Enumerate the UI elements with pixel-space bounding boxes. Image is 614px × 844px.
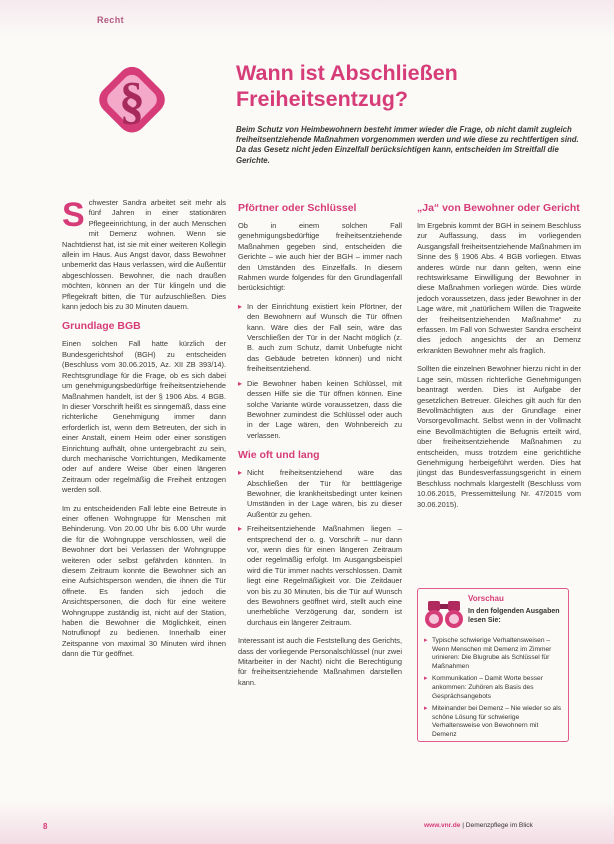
list-item: ▸ In der Einrichtung existiert kein Pförtner, der den Bewohnern auf Wunsch die Tür öffnen kann. Wäre dies der Fall sein, wäre das Verschließen der Tür in der Nacht möglich (z. B. auch zum Schutz, damit Unbefugte nicht das Gebäude betreten können) und nicht freiheitsentziehend.: [238, 302, 402, 375]
column-2: [238, 198, 402, 696]
footer-url[interactable]: www.vnr.de: [424, 822, 461, 829]
preview-item: ▸ Typische schwierige Verhaltensweisen – Wenn Menschen mit Demenz im Zimmer urinieren: Die Blugrube als Schlüssel für Maßnahmen: [424, 637, 562, 671]
preview-title: Vorschau: [468, 594, 504, 603]
bullet-list: [238, 302, 402, 441]
heading-pfoertner: Pförtner oder Schlüssel: [238, 202, 357, 214]
preview-subtitle: In den folgenden Ausgaben lesen Sie:: [468, 608, 560, 624]
preview-box: [417, 588, 569, 742]
footer-credit: [424, 822, 533, 829]
header-band: [0, 0, 614, 36]
paragraph: Interessant ist auch die Feststellung des Gerichts, dass der vorliegende Personalschlüssel (nur zwei Mitarbeiter in der Nacht) nicht die Berechtigung für freiheitsentziehende Maßnahmen darstellen kann.: [238, 636, 402, 687]
preview-item: ▸ Kommunikation – Damit Worte besser ankommen: Zuhören als Basis des Gesprächsangebots: [424, 675, 562, 701]
heading-wie-oft: Wie oft und lang: [238, 449, 320, 462]
binoculars-icon: [424, 595, 464, 631]
column-1: [62, 198, 226, 668]
page-number: 8: [43, 822, 48, 831]
article-lead: Beim Schutz von Heimbewohnern besteht immer wieder die Frage, ob nicht damit zugleich freiheitsentziehende Maßnahmen vorgenommen werden und wie diese zu rechtfertigen sind. Da das Gesetz nicht jeden Einzelfall berücksichtigen kann, entscheiden im Streitfall die Gerichte.: [236, 125, 579, 165]
paragraph-glyph: §: [119, 73, 145, 130]
paragraph: Im Ergebnis kommt der BGH in seinem Beschluss zur Auffassung, dass im vorliegenden Ausgangsfall freiheitsentziehende Maßnahmen im Sinne des § 1906 Abs. 4 BGB vorliegen. Etwas anderes würde nur dann gelten, wenn eine rechtswirksame Einwilligung der Bewohner in diese Maßnahmen vorliegen würde. Dies würde jedoch voraussetzen, dass jeder Bewohner in der Lage wäre, mit „natürlichem Willen die Tragweite der freiheitsentziehenden Maßnahme“ zu erfassen. Im Fall von Schwester Sandra erscheint dies jedoch angesichts der an Demenz erkrankten Bewohner mehr als fraglich.: [417, 221, 581, 355]
preview-item: ▸ Miteinander bei Demenz – Nie wieder so als schöne Lösung für schwierige Verhaltensweise von Bewohnern mit Demenz: [424, 705, 562, 739]
preview-list: [424, 637, 562, 744]
section-label: Recht: [97, 15, 125, 25]
intro-text: chwester Sandra arbeitet seit mehr als fünf Jahren in einer stationären Pflegeeinrichtung, in der auch Menschen mit Demenz wohnen. Wenn sie Nachtdienst hat, ist sie mit einer weiteren Kollegin allein im Haus. Aus Angst davor, dass Bewohner unbemerkt das Haus verlassen, wird die Außentür abgeschlossen. Bewohner, die nach draußen möchten, können an der Tür klingeln und die Pflegekraft bitten, die Tür aufzuschließen. Dies kann jedoch bis zu 30 Minuten dauern.: [62, 198, 226, 312]
paragraph: Einen solchen Fall hatte kürzlich der Bundesgerichtshof (BGH) zu entscheiden (Beschluss vom 30.06.2015, Az. XII ZB 393/14). Rechtsgrundlage für die Frage, ob es sich dabei um genehmigungsbedürftige freiheitsentziehende Maßnahmen handelt, ist der § 1906 Abs. 4 BGB. In dieser Vorschrift heißt es sinngemäß, dass eine richterliche Genehmigung immer dann erforderlich ist, wenn dem Betreuten, der sich in einer Anstalt, einem Heim oder einer sonstigen Einrichtung aufhält, ohne untergebracht zu sein, durch mechanische Vorrichtungen, Medikamente oder auf andere Weise über einen längeren Zeitraum oder regelmäßig die Freiheit entzogen werden soll.: [62, 339, 226, 495]
intro-paragraph: [62, 198, 226, 312]
article-title: Wann ist Abschließen Freiheitsentzug?: [236, 61, 458, 111]
list-item: ▸ Die Bewohner haben keinen Schlüssel, mit dessen Hilfe sie die Tür öffnen können. Eine solche Variante würde voraussetzen, dass die Bewohner zumindest die Schlüssel oder auch in der Lage wären, den Wohnbereich zu verlassen.: [238, 379, 402, 441]
footer-publication: | Demenzpflege im Blick: [462, 822, 533, 829]
bullet-list: [238, 468, 402, 628]
list-item: ▸ Freiheitsentziehende Maßnahmen liegen – entsprechend der o. g. Vorschrift – nur dann vor, wenn dies für einen längeren Zeitraum oder regelmäßig erfolgt. Im Ausgangsbeispiel wird die Tür immer nachts verschlossen. Damit liegt eine Regelmäßigkeit vor. Die Zeitdauer von bis zu 30 Minuten, bis die Tür auf Wunsch des Bewohners geöffnet wird, stellt auch eine unerhebliche Verzögerung dar, sondern ist durchaus ein längerer Zeitraum.: [238, 524, 402, 628]
drop-cap: S: [62, 196, 85, 234]
paragraph: Ob in einem solchen Fall genehmigungsbedürftige freiheitsentziehende Maßnahmen gegeben sind, entscheiden die Gerichte – wie auch hier der BGH – immer nach den Umständen des Einzelfalls. In diesem Rahmen wurde folgendes für den Grundlagenfall berücksichtigt:: [238, 221, 402, 293]
paragraph: Im zu entscheidenden Fall lebte eine Betreute in einer offenen Wohngruppe für Menschen mit Behinderung. Von 20.00 Uhr bis 6.00 Uhr wurde die für die Wohngruppe verschlossen, weil die Bewohner dort bei Verlassen der Wohngruppe weiteren oder selbst gefährden könnten. In diesem Zeitraum konnte die Bewohner sich an eine Aufsichtsperson wenden, die ihnen die Tür öffnete. Es fanden sich jedoch die Ansichtspersonen, die doch für eine weitere Wohngruppe zuständig ist, nicht auf der Station, haben die Bewohner die Möglichkeit, einen Notrufknopf zu bedienen. Innerhalb einer Zeitspanne von maximal 30 Minuten wird ihnen dann die Tür geöffnet.: [62, 503, 226, 659]
heading-grundlage: Grundlage BGB: [62, 320, 141, 333]
paragraph: Sollten die einzelnen Bewohner hierzu nicht in der Lage sein, müssen richterliche Genehmigungen beantragt werden. Dies ist Aufgabe der gesetzlichen Betreuer. Gleiches gilt auch für den Bevollmächtigten aus der Grundlage einer Vorsorgevollmacht. Selbst wenn in der Vollmacht eine Bevollmächtigten die Befugnis erteilt wird, über freiheitsentziehende Maßnahmen zu entscheiden, muss trotzdem eine gerichtliche Genehmigung herbeigeführt werden. Dies hat jüngst das Bundesverfassungsgericht in einem Beschluss nochmals klargestellt (Beschluss vom 10.06.2015, Pressemitteilung Nr. 47/2015 vom 30.06.2015).: [417, 364, 581, 509]
paragraph-icon: [92, 60, 172, 140]
list-item: ▸ Nicht freiheitsentziehend wäre das Abschließen der Tür für betttlägerige Bewohner, die krankheitsbedingt unter keinen Umständen in der Lage wären, bis zu dieser Außentür zu gehen.: [238, 468, 402, 520]
column-3: [417, 198, 581, 518]
heading-ja: „Ja“ von Bewohner oder Gericht: [417, 202, 580, 214]
